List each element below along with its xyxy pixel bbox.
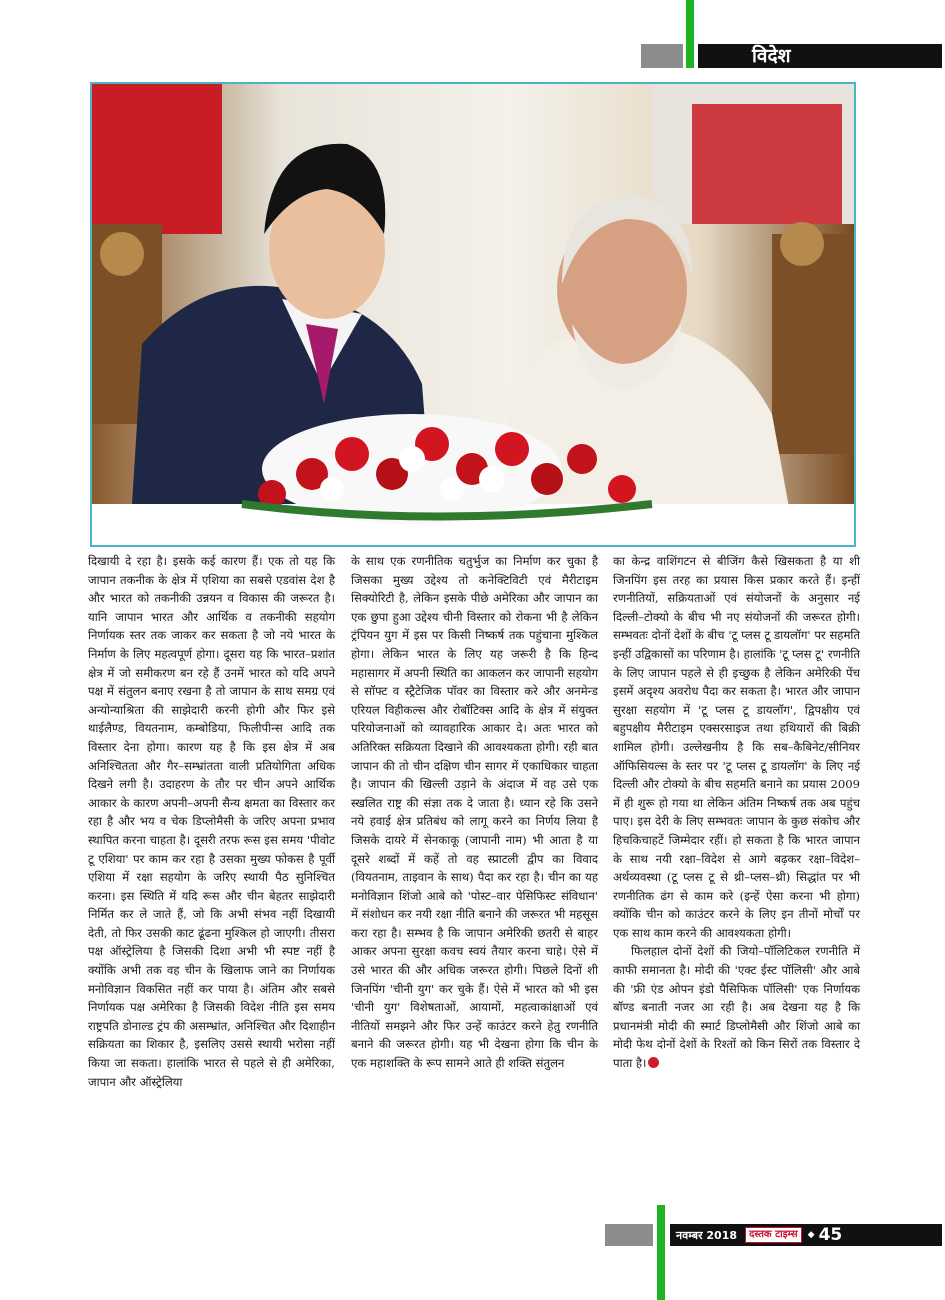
paragraph: के साथ एक रणनीतिक चतुर्भुज का निर्माण कर चुका है जिसका मुख्य उद्देश्य तो कनेक्टिविटी एवं मैरीटाइम सिक्योरिटी है, लेकिन इसके पीछे अमेरिका और जापान का एक छुपा हुआ उद्देश्य चीनी विस्तार को रोकना भी है लेकिन ट्रंपियन युग में इस पर किसी निष्कर्ष तक पहुंचाना मुश्किल होगा। लेकिन भारत के लिए यह जरूरी है कि हिन्द महासागर में अपनी स्थिति का आकलन कर जापानी सहयोग से सॉफ्ट व स्ट्रैटेजिक पॉवर का विस्तार करे और अनमेन्ड एरियल विहीकल्स और रोबॉटिक्स आदि के क्षेत्र में संयुक्त परियोजनाओं को व्यावहारिक आकार दे। अतः भारत को अतिरिक्त सक्रियता दिखाने की आवश्यकता होगी। रही बात जापान की तो चीन दक्षिण चीन सागर में एकाधिकार चाहता है। जापान की खिल्ली उड़ाने के अंदाज में वह उसे एक स्खलित राष्ट्र की संज्ञा तक दे जाता है। ध्यान रहे कि उसने नये हवाई क्षेत्र प्रतिबंध को लागू करने का निर्णय लिया है जिसके दायरे में सेनकाकू (जापानी नाम) भी आता है या दूसरे शब्दों में कहें तो वह स्प्राटली द्वीप का विवाद (वियतनाम, ताइवान के साथ) पैदा कर रहा है। चीन का यह मनोविज्ञान शिंजो आबे को 'पोस्ट–वार पेसिफिस्ट संविधान' में संशोधन कर नयी रक्षा नीति बनाने की जरूरत भी महसूस करा रहा है। सम्भव है कि जापान अमेरिकी छतरी से बाहर आकर अपना सुरक्षा कवच स्वयं तैयार करना चाहे। ऐसे में उसे भारत की और अधिक जरूरत होगी। पिछले दिनों शी जिनपिंग 'चीनी युग' कर चुके हैं। ऐसे में भारत को भी इस 'चीनी युग' विशेषताओं, आयामों, महत्वाकांक्षाओं एवं नीतियों समझने और फिर उन्हें काउंटर करने हेतु रणनीति बनाने की जरूरत होगी। यह भी देखना होगा कि चीन के एक महाशक्ति के रूप सामने आते ही शक्ति संतुलन [351,554,598,1071]
article-photo [90,82,856,547]
end-mark-icon [648,1057,659,1068]
header-green-accent [686,0,694,68]
footer-gray-block [605,1224,653,1246]
article-body [88,552,860,1212]
text-column-2 [351,552,598,1073]
footer-green-accent [657,1205,665,1300]
page-number: 45 [818,1225,843,1245]
paragraph: दिखायी दे रहा है। इसके कई कारण हैं। एक तो यह कि जापान तकनीक के क्षेत्र में एशिया का सबसे एडवांस देश है और भारत को तकनीकी उन्नयन व विकास की जरूरत है। यानि जापान भारत और आर्थिक व तकनीकी सहयोग निर्णायक स्तर तक जाकर कर सकता है जो नये भारत के निर्माण के लिए महत्वपूर्ण होगा। दूसरा यह कि भारत–प्रशांत क्षेत्र में जो समीकरण बन रहे हैं उनमें भारत को यदि अपने पक्ष में संतुलन बनाए रखना है तो जापान के साथ समग्र एवं अन्योन्याश्रिता की साझेदारी करनी होगी और फिर इसे थाईलैण्ड, वियतनाम, कम्बोडिया, फिलीपीन्स आदि तक विस्तार देना होगा। कारण यह है कि इस क्षेत्र में अब अनिश्चितता और गैर–सम्भ्रांतता वाली प्रतियोगिता अधिक दिखने लगी है। उदाहरण के तौर पर चीन अपने आर्थिक आकार के कारण अपनी–अपनी सैन्य क्षमता का विस्तार कर रहा है और भय व चेक डिप्लोमैसी के जरिए अपना प्रभाव स्थापित करना चाहता है। दूसरी तरफ रूस इस समय 'पीवोट टू एशिया' पर काम कर रहा है उसका मुख्य फोकस है पूर्वी एशिया में रक्षा सहयोग के जरिए स्थायी पैठ सुनिश्चित करना। इस स्थिति में यदि रूस और चीन बेहतर साझेदारी निर्मित कर ले जाते हैं, जो कि अभी संभव नहीं दिखायी देती, तो फिर उसकी काट ढूंढना मुश्किल हो जाएगी। तीसरा पक्ष ऑस्ट्रेलिया है जिसकी दिशा अभी भी स्पष्ट नहीं है क्योंकि अभी तक वह चीन के खिलाफ जाने का निर्णायक मनोविज्ञान विकसित नहीं कर पाया है। अंतिम और सबसे निर्णायक पक्ष अमेरिका है जिसकी विदेश नीति इस समय राष्ट्रपति डोनाल्ड ट्रंप की असम्भ्रांत, अनिश्चित और दिशाहीन सक्रियता का शिकार है, इसलिए उससे स्थायी भरोसा नहीं किया जा सकता। हालांकि भारत से पहले से ही अमेरिका, जापान और ऑस्ट्रेलिया [88,554,335,1089]
text-column-1 [88,552,335,1091]
text-column-3 [613,552,860,1073]
closing-paragraph [613,942,860,1072]
section-label: विदेश [698,44,942,68]
issue-date: नवम्बर 2018 [676,1228,738,1242]
magazine-logo: दस्तक टाइम्स [745,1227,802,1243]
header-gray-block [641,44,683,68]
paragraph: का केन्द्र वाशिंगटन से बीजिंग कैसे खिसकता है या शी जिनपिंग इस तरह का प्रयास किस प्रकार करते हैं। इन्हीं रणनीतियों, सक्रियताओं एवं संयोजनों के अनुसार नई दिल्ली–टोक्यो के बीच भी नए संयोजनों की जरूरत होगी। सम्भवतः दोनों देशों के बीच 'टू प्लस टू डायलॉग' पर सहमति इन्हीं उद्विकासों का परिणाम है। हालांकि 'टू प्लस टू' रणनीति के लिए जापान पहले से ही इच्छुक है लेकिन अमेरिकी पेंच इसमें अदृश्य अवरोध पैदा कर सकता है। भारत और जापान सुरक्षा सहयोग में 'टू प्लस टू डायलॉग', द्विपक्षीय एवं बहुपक्षीय मैरीटाइम एक्सरसाइज तथा हथियारों की बिक्री शामिल होगी। उल्लेखनीय है कि सब–कैबिनेट/सीनियर ऑफिसियल्स के स्तर पर 'टू प्लस टू डायलॉग' के लिए नई दिल्ली और टोक्यो के बीच सहमति बनाने का प्रयास 2009 में ही शुरू हो गया था लेकिन अंतिम निष्कर्ष तक अब पहुंच पाए। इस देरी के लिए सम्भवतः जापान के कुछ संकोच और हिचकिचाहटें जिम्मेदार रहीं। हो सकता है कि भारत जापान के साथ नयी रक्षा–विदेश से आगे बढ़कर रक्षा–विदेश–अर्थव्यवस्था (टू प्लस टू से थ्री–प्लस–थ्री) सिद्धांत पर भी रणनीतिक ढंग से काम करे (इन्हें ऐसा करना भी होगा) क्योंकि चीन को काउंटर करने के लिए इन तीनों मोर्चों पर एक साथ काम करने की आवश्यकता होगी। [613,554,861,940]
footer-bar [670,1224,942,1246]
paragraph-text: फिलहाल दोनों देशों की जियो–पॉलिटिकल रणनीति में काफी समानता है। मोदी की 'एक्ट ईस्ट पॉलिसी' और आबे की 'फ्री एंड ओपन इंडो पैसिफिक पॉलिसी' एक निर्णायक बॉण्ड बनाती नजर आ रही है। अब देखना यह है कि प्रधानमंत्री मोदी की स्मार्ट डिप्लोमैसी और शिंजो आबे का मोदी फेथ दोनों देशों के रिश्तों को किन सिरों तक विस्तार दे पाता है। [613,944,860,1071]
diamond-icon: ◆ [807,1230,815,1240]
